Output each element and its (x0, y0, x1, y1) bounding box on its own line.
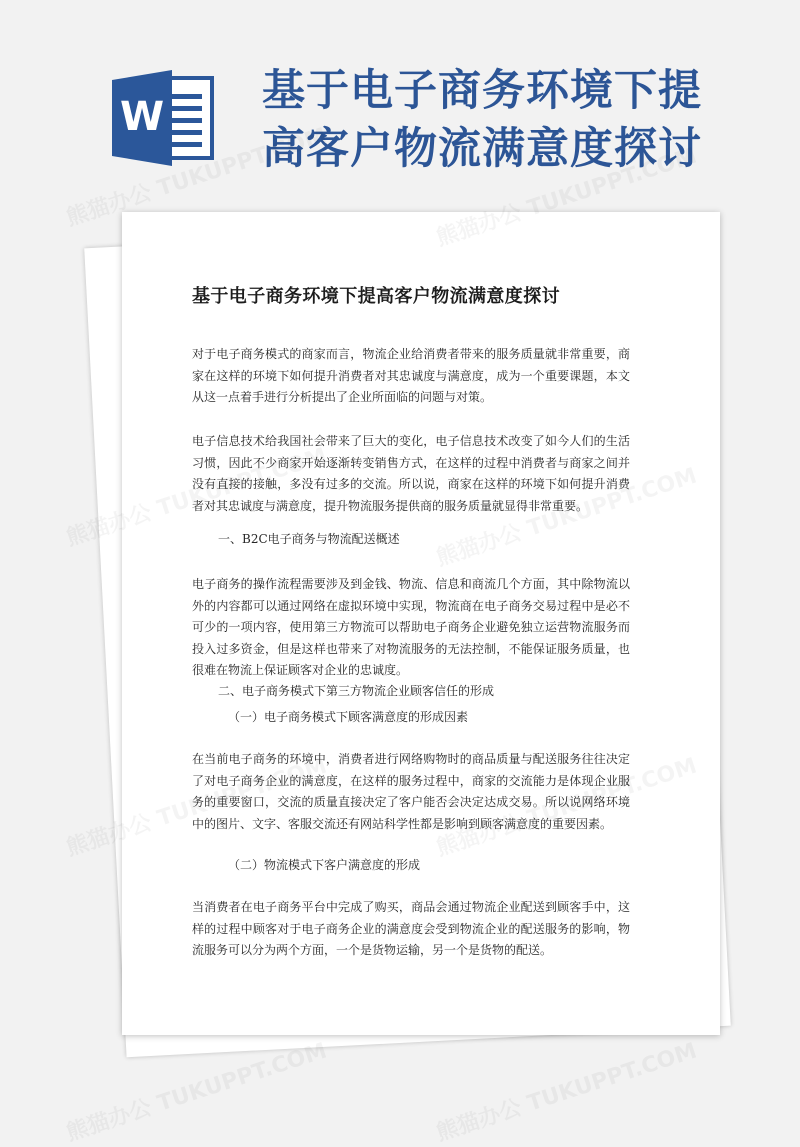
word-logo-letter: W (119, 94, 165, 140)
document-title: 基于电子商务环境下提高客户物流满意度探讨 (192, 286, 560, 307)
header-title-line-2: 高客户物流满意度探讨 (262, 124, 702, 174)
paragraph-1: 对于电子商务模式的商家而言，物流企业给消费者带来的服务质量就非常重要，商家在这样的环境下如何提升消费者对其忠诚度与满意度，成为一个重要课题，本文从这一点着手进行分析提出了企业所面临的问题与对策。 (192, 347, 630, 404)
watermark (432, 1034, 700, 1147)
document-page (122, 212, 720, 1035)
header-title (262, 62, 732, 178)
heading-section-1: 一、B2C电子商务与物流配送概述 (218, 532, 400, 546)
paragraph-5: 当消费者在电子商务平台中完成了购买，商品会通过物流企业配送到顾客手中，这样的过程中顾客对于电子商务企业的满意度会受到物流企业的配送服务的影响，物流服务可以分为两个方面，一个是货物运输，另一个是货物的配送。 (192, 900, 630, 957)
paragraph-3: 电子商务的操作流程需要涉及到金钱、物流、信息和商流几个方面，其中除物流以外的内容都可以通过网络在虚拟环境中实现，物流商在电子商务交易过程中是必不可少的一项内容，使用第三方物流可以帮助电子商务企业避免独立运营物流服务而投入过多资金，但是这样也带来了对物流服务的无法控制，不能保证服务质量，也很难在物流上保证顾客对企业的忠诚度。 (192, 577, 630, 677)
word-document-icon (112, 70, 216, 166)
paragraph-2: 电子信息技术给我国社会带来了巨大的变化，电子信息技术改变了如今人们的生活习惯，因此不少商家开始逐渐转变销售方式，在这样的过程中消费者与商家之间并没有直接的接触，多没有过多的交流。所以说，商家在这样的环境下如何提升消费者对其忠诚度与满意度，提升物流服务提供商的服务质量就显得非常重要。 (192, 434, 630, 513)
heading-subsection-2: （二）物流模式下客户满意度的形成 (228, 858, 421, 872)
paragraph-4: 在当前电子商务的环境中，消费者进行网络购物时的商品质量与配送服务往往决定了对电子商务企业的满意度，在这样的服务过程中，商家的交流能力是体现企业服务的重要窗口，交流的质量直接决定了客户能否会决定达成交易。所以说网络环境中的图片、文字、客服交流还有网站科学性都是影响到顾客满意度的重要因素。 (192, 752, 630, 831)
heading-section-2: 二、电子商务模式下第三方物流企业顾客信任的形成 (218, 684, 495, 698)
heading-subsection-1: （一）电子商务模式下顾客满意度的形成因素 (228, 710, 469, 724)
header-title-line-1: 基于电子商务环境下提 (262, 66, 702, 116)
